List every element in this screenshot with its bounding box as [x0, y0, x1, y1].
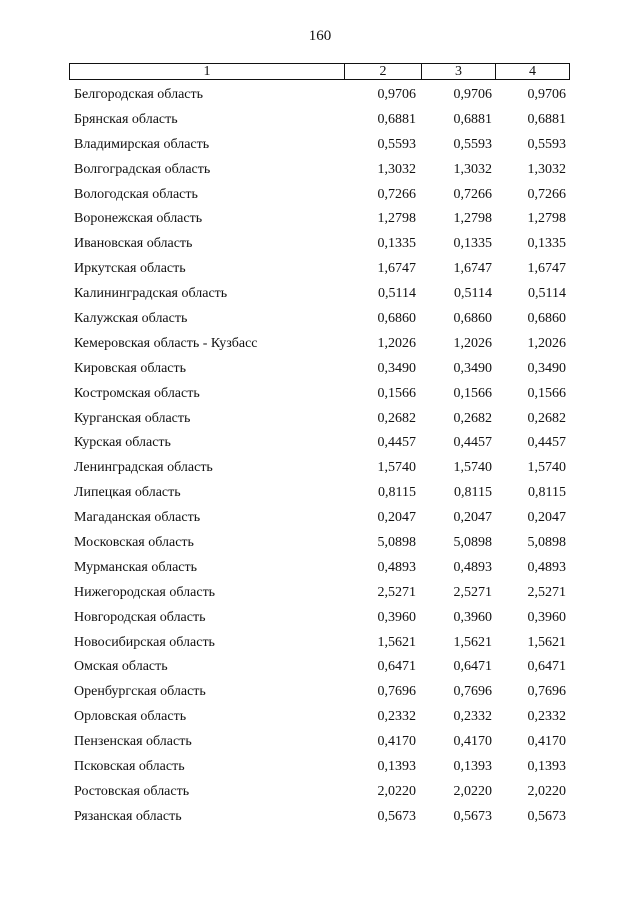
table-row	[0, 755, 640, 780]
value-col-3: 0,2332	[453, 709, 492, 725]
value-col-2: 0,4457	[377, 435, 416, 451]
value-col-2: 1,6747	[377, 261, 416, 277]
region-name: Калужская область	[74, 311, 188, 327]
value-col-2: 0,4893	[377, 559, 416, 575]
value-col-3: 0,6471	[453, 659, 492, 675]
table-header	[69, 63, 570, 80]
table-row	[0, 705, 640, 730]
value-col-4: 1,2798	[527, 211, 566, 227]
region-name: Магаданская область	[74, 510, 201, 526]
value-col-3: 0,6881	[453, 111, 492, 127]
table-row	[0, 407, 640, 432]
value-col-3: 2,5271	[453, 584, 492, 600]
table-row	[0, 282, 640, 307]
value-col-3: 1,3032	[453, 161, 492, 177]
value-col-2: 1,5621	[377, 634, 416, 650]
value-col-3: 0,5593	[453, 136, 492, 152]
table-row	[0, 431, 640, 456]
region-name: Вологодская область	[74, 186, 198, 202]
value-col-4: 0,1393	[527, 759, 566, 775]
region-name: Курганская область	[74, 410, 191, 426]
value-col-2: 0,8115	[378, 485, 416, 501]
value-col-4: 0,6860	[527, 311, 566, 327]
value-col-4: 1,6747	[527, 261, 566, 277]
value-col-3: 0,3490	[453, 360, 492, 376]
table-row	[0, 606, 640, 631]
table-row	[0, 531, 640, 556]
table-row	[0, 631, 640, 656]
value-col-3: 1,5740	[453, 460, 492, 476]
region-name: Ивановская область	[74, 236, 193, 252]
value-col-3: 1,6747	[453, 261, 492, 277]
value-col-2: 0,7266	[377, 186, 416, 202]
table-row	[0, 307, 640, 332]
region-name: Ростовская область	[74, 783, 190, 799]
value-col-3: 0,1393	[453, 759, 492, 775]
region-name: Калининградская область	[74, 286, 228, 302]
table-row	[0, 805, 640, 830]
value-col-4: 0,7696	[527, 684, 566, 700]
value-col-4: 0,4457	[527, 435, 566, 451]
value-col-2: 0,2682	[377, 410, 416, 426]
header-col-3: 3	[422, 64, 496, 79]
table-row	[0, 481, 640, 506]
value-col-3: 5,0898	[453, 535, 492, 551]
value-col-2: 0,1566	[377, 385, 416, 401]
table-row	[0, 556, 640, 581]
region-name: Рязанская область	[74, 808, 182, 824]
value-col-3: 0,8115	[454, 485, 492, 501]
region-name: Иркутская область	[74, 261, 186, 277]
value-col-2: 0,5593	[377, 136, 416, 152]
value-col-4: 0,4893	[527, 559, 566, 575]
value-col-3: 0,4457	[453, 435, 492, 451]
value-col-2: 0,1335	[377, 236, 416, 252]
value-col-2: 1,2798	[377, 211, 416, 227]
value-col-2: 1,2026	[377, 335, 416, 351]
value-col-4: 0,5114	[528, 286, 566, 302]
table-row	[0, 133, 640, 158]
region-name: Омская область	[74, 659, 168, 675]
value-col-2: 0,6471	[377, 659, 416, 675]
value-col-4: 2,5271	[527, 584, 566, 600]
value-col-4: 0,1566	[527, 385, 566, 401]
table-row	[0, 158, 640, 183]
value-col-4: 1,5740	[527, 460, 566, 476]
value-col-2: 0,2047	[377, 510, 416, 526]
value-col-4: 0,7266	[527, 186, 566, 202]
value-col-3: 0,4893	[453, 559, 492, 575]
table-row	[0, 680, 640, 705]
region-name: Оренбургская область	[74, 684, 206, 700]
value-col-4: 0,8115	[528, 485, 566, 501]
region-name: Воронежская область	[74, 211, 203, 227]
value-col-2: 0,6860	[377, 311, 416, 327]
value-col-4: 0,1335	[527, 236, 566, 252]
value-col-3: 0,6860	[453, 311, 492, 327]
region-name: Новгородская область	[74, 609, 206, 625]
region-name: Владимирская область	[74, 136, 210, 152]
value-col-4: 0,6881	[527, 111, 566, 127]
value-col-4: 0,6471	[527, 659, 566, 675]
value-col-2: 0,7696	[377, 684, 416, 700]
value-col-3: 0,1566	[453, 385, 492, 401]
value-col-2: 0,9706	[377, 87, 416, 102]
value-col-4: 0,2047	[527, 510, 566, 526]
table-row	[0, 257, 640, 282]
value-col-4: 5,0898	[527, 535, 566, 551]
value-col-4: 0,5673	[527, 808, 566, 824]
table-row	[0, 581, 640, 606]
table-row	[0, 83, 640, 108]
value-col-2: 2,5271	[377, 584, 416, 600]
table-row	[0, 730, 640, 755]
value-col-4: 1,3032	[527, 161, 566, 177]
value-col-3: 1,2026	[453, 335, 492, 351]
region-name: Нижегородская область	[74, 584, 216, 600]
table-row	[0, 232, 640, 257]
value-col-4: 0,2332	[527, 709, 566, 725]
value-col-4: 1,2026	[527, 335, 566, 351]
value-col-3: 0,5114	[454, 286, 492, 302]
value-col-3: 0,2682	[453, 410, 492, 426]
region-name: Липецкая область	[74, 485, 181, 501]
table-row	[0, 655, 640, 680]
value-col-2: 0,5114	[378, 286, 416, 302]
value-col-2: 2,0220	[377, 783, 416, 799]
value-col-4: 0,4170	[527, 734, 566, 750]
value-col-2: 5,0898	[377, 535, 416, 551]
region-name: Новосибирская область	[74, 634, 215, 650]
value-col-4: 0,9706	[527, 87, 566, 102]
value-col-2: 0,1393	[377, 759, 416, 775]
value-col-3: 0,5673	[453, 808, 492, 824]
value-col-2: 1,5740	[377, 460, 416, 476]
value-col-4: 1,5621	[527, 634, 566, 650]
region-name: Кемеровская область - Кузбасс	[74, 335, 258, 351]
region-name: Волгоградская область	[74, 161, 211, 177]
table-body	[0, 83, 640, 830]
value-col-4: 0,3960	[527, 609, 566, 625]
table-row	[0, 506, 640, 531]
value-col-3: 1,5621	[453, 634, 492, 650]
value-col-4: 2,0220	[527, 783, 566, 799]
region-name: Белгородская область	[74, 87, 204, 102]
region-name: Брянская область	[74, 111, 178, 127]
value-col-3: 0,4170	[453, 734, 492, 750]
region-name: Орловская область	[74, 709, 187, 725]
value-col-2: 0,3960	[377, 609, 416, 625]
table-row	[0, 108, 640, 133]
value-col-3: 1,2798	[453, 211, 492, 227]
value-col-3: 0,3960	[453, 609, 492, 625]
region-name: Кировская область	[74, 360, 187, 376]
value-col-4: 0,3490	[527, 360, 566, 376]
value-col-2: 1,3032	[377, 161, 416, 177]
value-col-3: 0,7266	[453, 186, 492, 202]
region-name: Московская область	[74, 535, 194, 551]
value-col-3: 0,2047	[453, 510, 492, 526]
region-name: Костромская область	[74, 385, 200, 401]
value-col-2: 0,2332	[377, 709, 416, 725]
region-name: Ленинградская область	[74, 460, 213, 476]
table-row	[0, 382, 640, 407]
table-row	[0, 332, 640, 357]
table-row	[0, 456, 640, 481]
value-col-3: 0,1335	[453, 236, 492, 252]
table-row	[0, 207, 640, 232]
table-row	[0, 357, 640, 382]
table-row	[0, 183, 640, 208]
value-col-3: 2,0220	[453, 783, 492, 799]
header-col-1: 1	[70, 64, 345, 79]
value-col-2: 0,6881	[377, 111, 416, 127]
value-col-3: 0,7696	[453, 684, 492, 700]
value-col-2: 0,4170	[377, 734, 416, 750]
region-name: Пензенская область	[74, 734, 192, 750]
header-col-2: 2	[345, 64, 422, 79]
value-col-2: 0,3490	[377, 360, 416, 376]
header-col-4: 4	[529, 64, 536, 79]
value-col-4: 0,2682	[527, 410, 566, 426]
value-col-2: 0,5673	[377, 808, 416, 824]
page-number: 160	[308, 28, 332, 44]
region-name: Мурманская область	[74, 559, 198, 575]
value-col-4: 0,5593	[527, 136, 566, 152]
value-col-3: 0,9706	[453, 87, 492, 102]
region-name: Курская область	[74, 435, 171, 451]
region-name: Псковская область	[74, 759, 185, 775]
table-row	[0, 780, 640, 805]
